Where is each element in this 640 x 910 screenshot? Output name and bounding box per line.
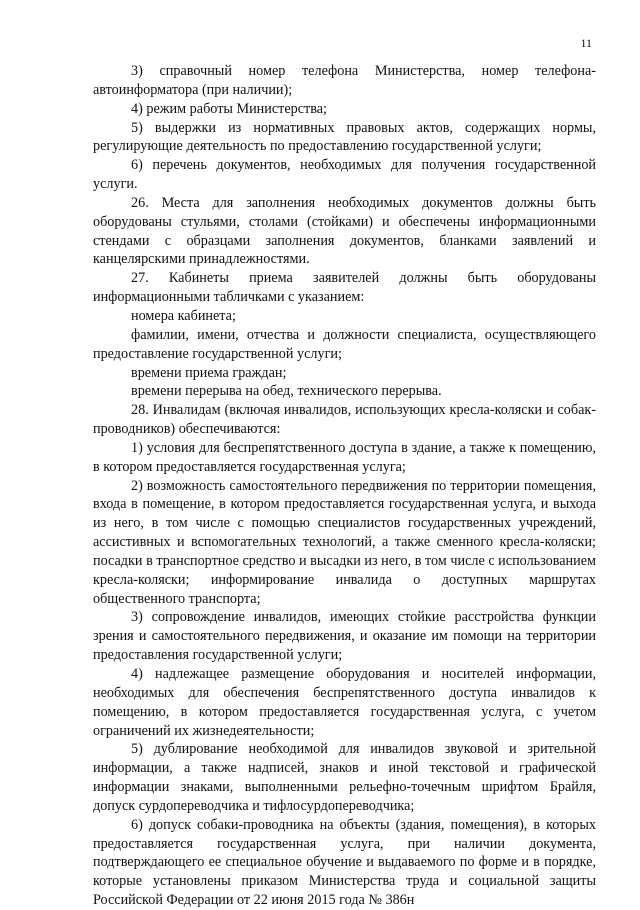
paragraph-item-4-schedule: 4) режим работы Министерства; xyxy=(131,100,327,117)
paragraph-item-6-documents-list: 6) перечень документов, необходимых для получения государственной услуги. xyxy=(93,157,596,193)
paragraph-section-28: 28. Инвалидам (включая инвалидов, использующих кресла-коляски и собак-проводников) обеспечиваются: xyxy=(93,402,596,438)
paragraph-item-3-phone: 3) справочный номер телефона Министерства, номер телефона-автоинформатора (при наличии); xyxy=(93,63,596,98)
paragraph-access-item-4: 4) надлежащее размещение оборудования и носителей информации, необходимых для обеспечения беспрепятственного доступа инвалидов к помещению, в котором предоставляется государственная услуга, с учетом ограничений их жизнедеятельности; xyxy=(93,666,596,739)
paragraph-break-time: времени перерыва на обед, технического перерыва. xyxy=(131,383,442,400)
paragraph-section-26: 26. Места для заполнения необходимых документов должны быть оборудованы стульями, столами (стойками) и обеспечены информационными стендами с образцами заполнения документов, бланками заявлений и канцелярскими принадлежностями. xyxy=(93,194,596,268)
paragraph-access-item-2: 2) возможность самостоятельного передвижения по территории помещения, входа в помещение, в котором предоставляется государственная услуга, и выхода из него, в том числе с помощью специалистов государственных учреждений, ассистивных и вспомогательных технологий, а также сменного кресла-коляски; посадки в транспортное средство и высадки из него, в том числе с использованием кресла-коляски; информирование инвалида о доступных маршрутах общественного транспорта; xyxy=(93,477,596,607)
paragraph-access-item-1: 1) условия для беспрепятственного доступа в здание, а также к помещению, в котором предоставляется государственная услуга; xyxy=(93,439,596,475)
paragraph-access-item-5: 5) дублирование необходимой для инвалидов звуковой и зрительной информации, а также надписей, знаков и иной текстовой и графической информации знаками, выполненными рельефно-точечным шрифтом Брайля, допуск сурдопереводчика и тифлосурдопереводчика; xyxy=(93,741,596,814)
paragraph-item-5-legal-extracts: 5) выдержки из нормативных правовых актов, содержащих нормы, регулирующие деятельность по предоставлению государственной услуги; xyxy=(93,119,596,155)
paragraph-access-item-6: 6) допуск собаки-проводника на объекты (здания, помещения), в которых предоставляется государственная услуга, при наличии документа, подтверждающего ее специальное обучение и выдаваемого по форме и в порядке, которые установлены приказом Министерства труда и социальной защиты Российской Федерации от 22 июня 2015 года № 386н xyxy=(93,816,596,909)
paragraph-specialist-name: фамилии, имени, отчества и должности специалиста, осуществляющего предоставление государственной услуги; xyxy=(93,326,596,362)
page-number: 11 xyxy=(580,36,592,50)
paragraph-section-27: 27. Кабинеты приема заявителей должны быть оборудованы информационными табличками с указанием: xyxy=(93,270,596,306)
paragraph-access-item-3: 3) сопровождение инвалидов, имеющих стойкие расстройства функции зрения и самостоятельного передвижения, и оказание им помощи на территории предоставления государственной услуги; xyxy=(93,609,596,664)
paragraph-reception-time: времени приема граждан; xyxy=(131,364,287,381)
paragraph-room-number: номера кабинета; xyxy=(131,307,236,324)
document-body xyxy=(93,62,596,910)
